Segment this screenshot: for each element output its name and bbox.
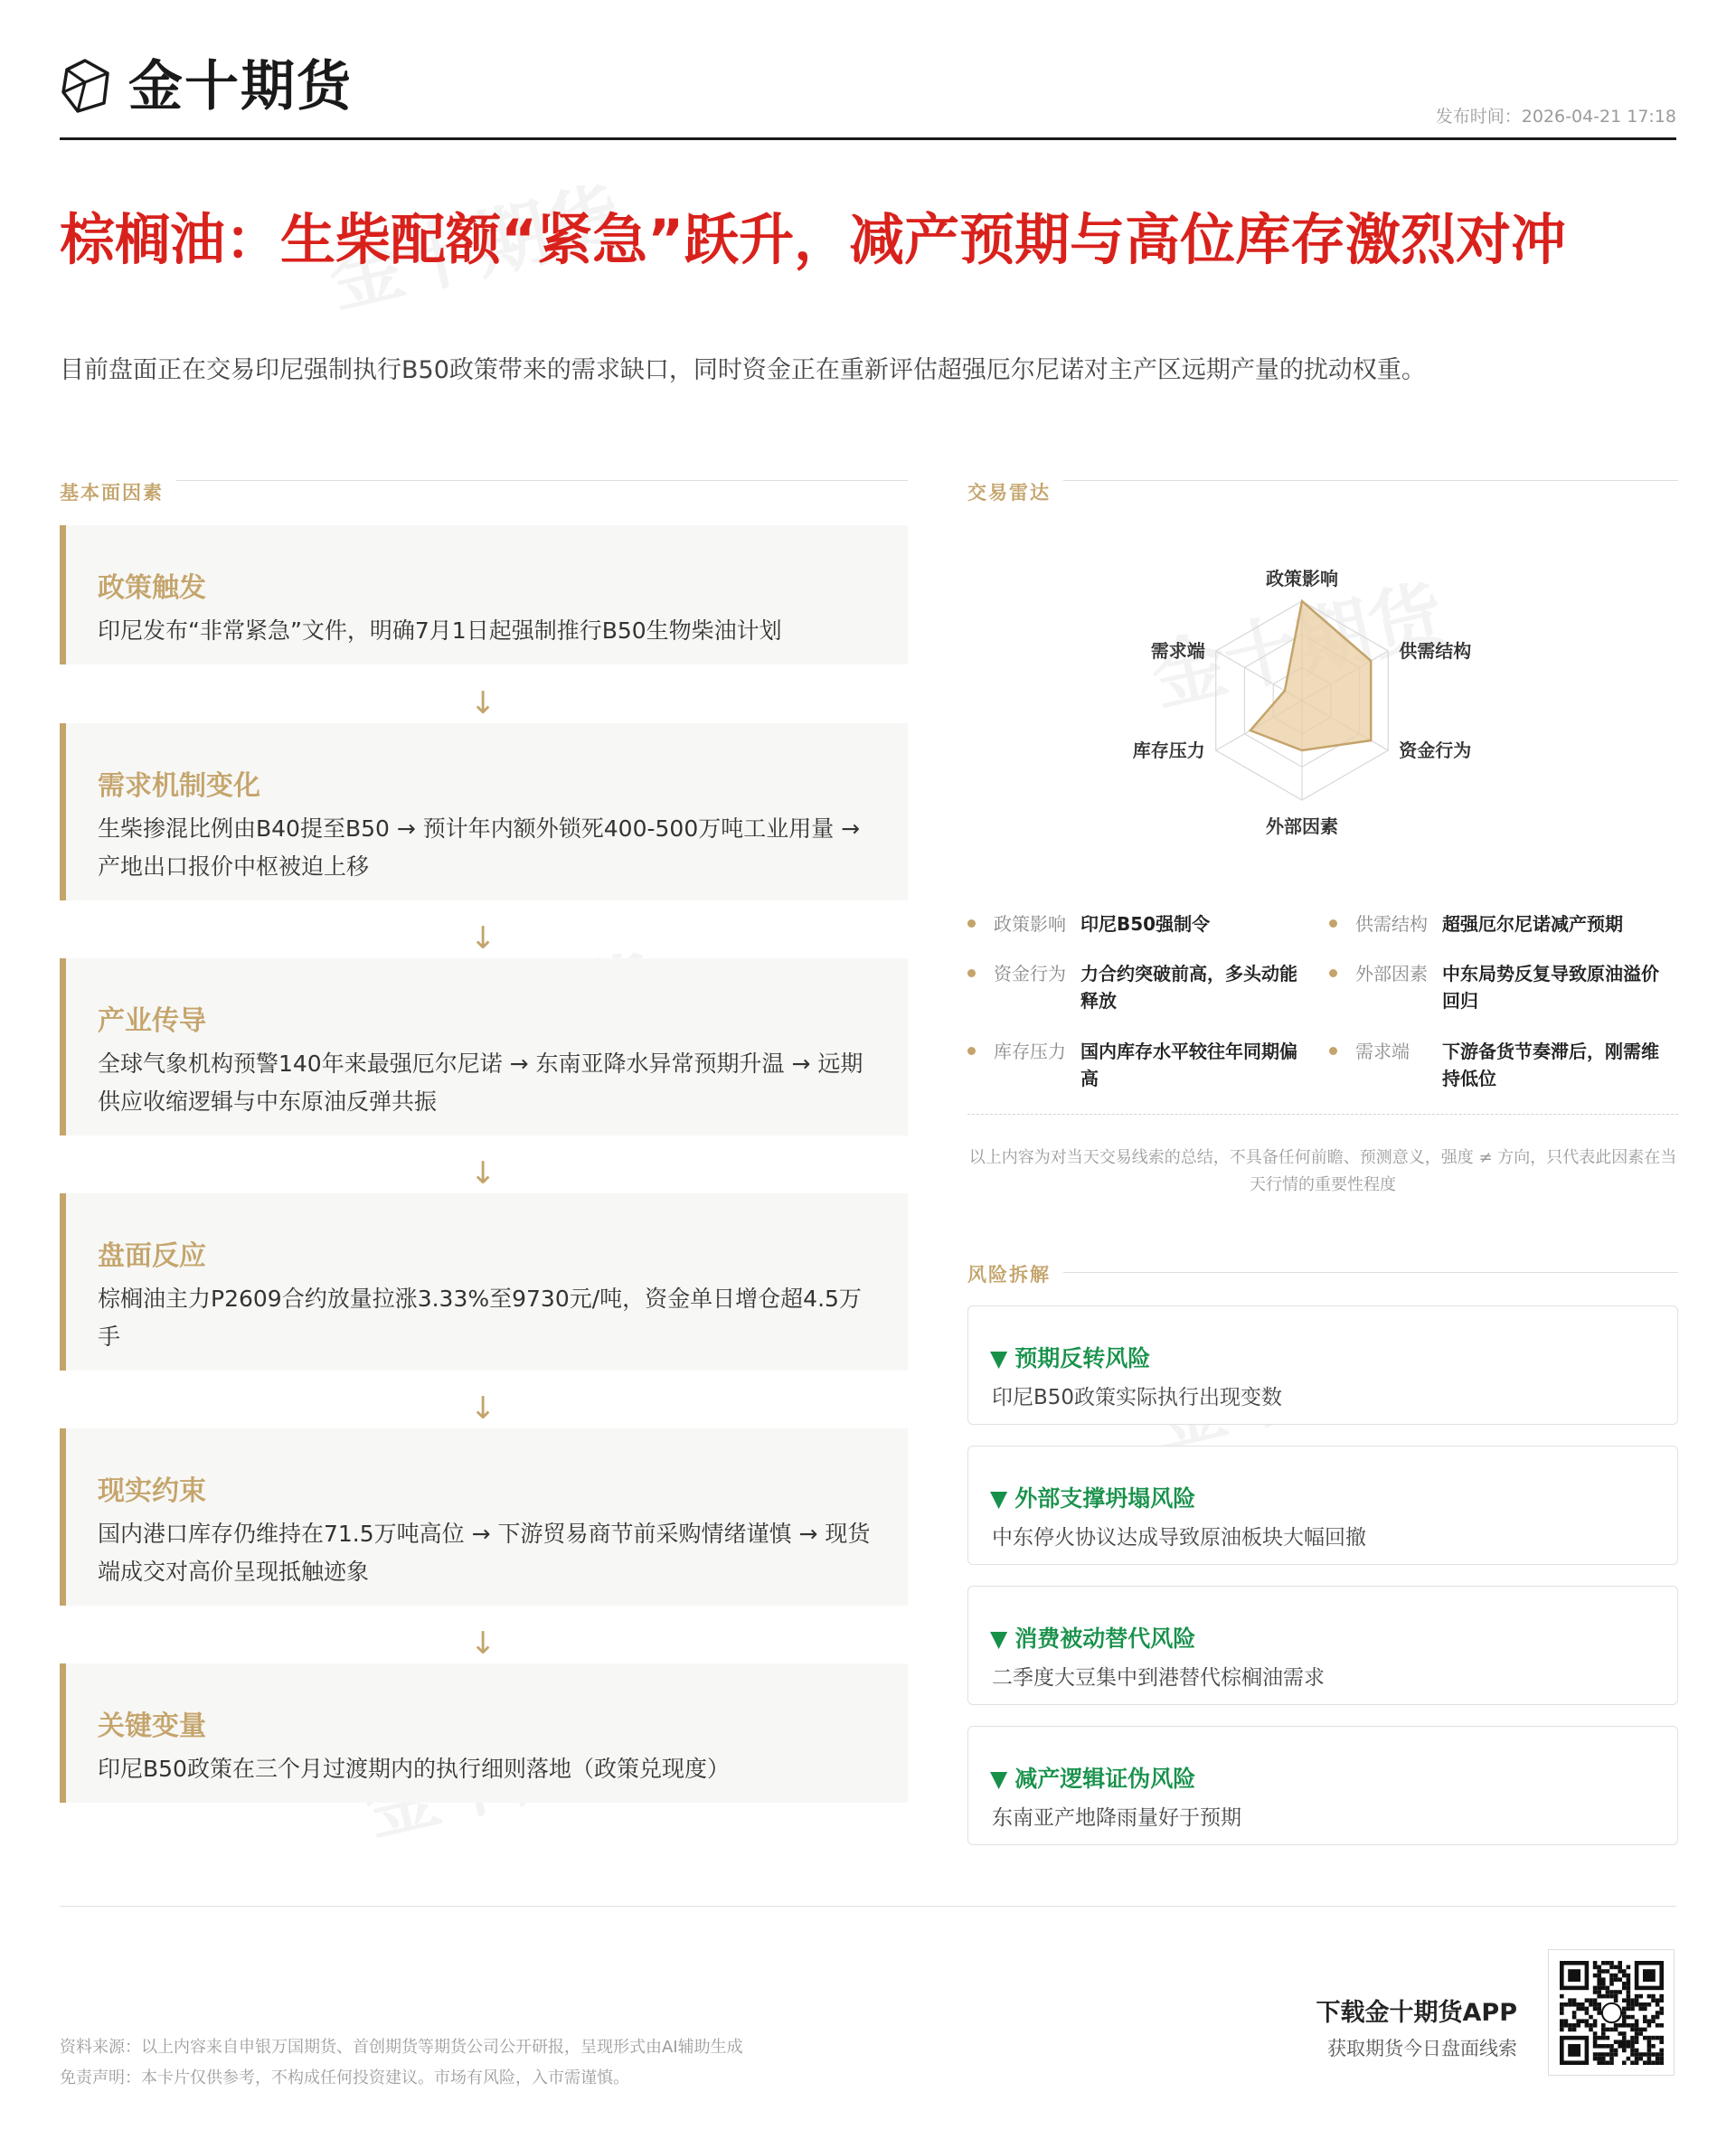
legend-key: 需求端 [1355, 1041, 1410, 1062]
qr-code-icon [1549, 1950, 1674, 2075]
qr-code[interactable] [1548, 1949, 1675, 2076]
radar-axis-label: 政策影响 [1266, 568, 1338, 589]
legend-value: 印尼B50强制令 [1080, 913, 1211, 935]
section-label-radar: 交易雷达 [967, 478, 1063, 505]
flow-arrow-icon: ↓ [470, 1625, 496, 1662]
legend-value: 力合约突破前高，多头动能释放 [1080, 963, 1297, 1012]
section-label-risks: 风险拆解 [967, 1260, 1063, 1287]
section-divider [60, 480, 908, 481]
radar-axis-label: 供需结构 [1399, 640, 1472, 662]
brand-name: 金十期货 [128, 55, 353, 118]
header-divider [60, 137, 1676, 140]
triangle-down-icon: ▼ [990, 1345, 1008, 1371]
flow-arrow-icon: ↓ [470, 920, 496, 956]
flow-arrow-icon: ↓ [470, 1155, 496, 1192]
risk-card [967, 1446, 1678, 1565]
triangle-down-icon: ▼ [990, 1625, 1008, 1652]
factor-body: 印尼发布“非常紧急”文件，明确7月1日起强制推行B50生物柴油计划 [98, 617, 782, 644]
risk-title: ▼ 减产逻辑证伪风险 [990, 1766, 1196, 1792]
factor-card-market [60, 1193, 908, 1371]
risk-card [967, 1726, 1678, 1845]
triangle-down-icon: ▼ [990, 1766, 1008, 1792]
factor-card-demand [60, 723, 908, 900]
risk-body: 中东停火协议达成导致原油板块大幅回撤 [992, 1526, 1366, 1550]
factor-body: 生柴掺混比例由B40提至B50 → 预计年内额外锁死400-500万吨工业用量 → 产地出口报价中枢被迫上移 [98, 815, 861, 880]
radar-axis-label: 外部因素 [1266, 815, 1338, 837]
legend-value: 下游备货节奏滞后，刚需维持低位 [1442, 1041, 1659, 1089]
legend-value: 中东局势反复导致原油溢价回归 [1442, 963, 1659, 1012]
radar-chart [1058, 533, 1546, 868]
flow-arrow-icon: ↓ [470, 1390, 496, 1427]
radar-divider [967, 1114, 1678, 1115]
legend-key: 库存压力 [994, 1041, 1066, 1062]
download-app-link[interactable]: 下载金十期货APP [1316, 1999, 1517, 2027]
download-app-subtitle: 获取期货今日盘面线索 [1327, 2038, 1517, 2059]
flow-arrow-icon: ↓ [470, 685, 496, 721]
legend-dot-icon [967, 919, 976, 928]
legend-dot-icon [1329, 969, 1337, 977]
risk-title: ▼ 预期反转风险 [990, 1345, 1151, 1371]
factor-title: 政策触发 [98, 572, 206, 604]
triangle-down-icon: ▼ [990, 1485, 1008, 1512]
legend-key: 外部因素 [1355, 963, 1428, 985]
radar-axis-label: 库存压力 [1132, 740, 1205, 761]
risk-body: 印尼B50政策实际执行出现变数 [992, 1386, 1283, 1409]
factor-card-constraint [60, 1428, 908, 1606]
section-divider [967, 1272, 1678, 1273]
radar-axis-label: 资金行为 [1399, 740, 1472, 761]
legend-dot-icon [967, 1047, 976, 1055]
radar-area [1250, 601, 1371, 750]
risk-title: ▼ 消费被动替代风险 [990, 1625, 1196, 1652]
legend-value: 国内库存水平较往年同期偏高 [1080, 1041, 1297, 1089]
publish-time: 发布时间：2026-04-21 17:18 [1435, 107, 1676, 127]
legend-key: 供需结构 [1355, 913, 1428, 935]
factor-title: 关键变量 [98, 1710, 206, 1742]
radar-axis-label: 需求端 [1150, 640, 1205, 662]
risk-body: 二季度大豆集中到港替代棕榈油需求 [992, 1666, 1325, 1690]
factor-card-industry [60, 958, 908, 1135]
risk-title: ▼ 外部支撑坍塌风险 [990, 1485, 1196, 1512]
radar-note: 以上内容为对当天交易线索的总结，不具备任何前瞻、预测意义，强度 ≠ 方向，只代表此因素在当天行情的重要性程度 [968, 1148, 1677, 1194]
factor-card-key-variable [60, 1663, 908, 1803]
section-divider [967, 480, 1678, 481]
factor-body: 棕榈油主力P2609合约放量拉涨3.33%至9730元/吨，资金单日增仓超4.5万手 [98, 1286, 862, 1350]
brand-logo-icon [60, 58, 110, 114]
factor-title: 产业传导 [98, 1005, 206, 1037]
footer-disclaimer: 免责声明：本卡片仅供参考，不构成任何投资建议。市场有风险，入市需谨慎。 [60, 2068, 629, 2087]
legend-dot-icon [1329, 1047, 1337, 1055]
factor-body: 国内港口库存仍维持在71.5万吨高位 → 下游贸易商节前采购情绪谨慎 → 现货端成交对高价呈现抵触迹象 [98, 1521, 871, 1585]
factor-body: 印尼B50政策在三个月过渡期内的执行细则落地（政策兑现度） [98, 1756, 730, 1782]
risk-body: 东南亚产地降雨量好于预期 [992, 1806, 1241, 1830]
legend-key: 资金行为 [994, 963, 1066, 985]
page-title: 棕榈油：生柴配额“紧急”跃升，减产预期与高位库存激烈对冲 [60, 208, 1567, 272]
footer-source: 资料来源：以上内容来自申银万国期货、首创期货等期货公司公开研报，呈现形式由AI辅助生成 [60, 2038, 743, 2057]
factor-title: 盘面反应 [98, 1240, 206, 1272]
page-subtitle: 目前盘面正在交易印尼强制执行B50政策带来的需求缺口，同时资金正在重新评估超强厄尔尼诺对主产区远期产量的扰动权重。 [60, 356, 1426, 384]
legend-value: 超强厄尔尼诺减产预期 [1442, 913, 1623, 935]
factor-title: 现实约束 [98, 1475, 206, 1507]
legend-dot-icon [1329, 919, 1337, 928]
legend-dot-icon [967, 969, 976, 977]
factor-card-policy [60, 525, 908, 664]
factor-title: 需求机制变化 [98, 770, 260, 802]
footer-divider [60, 1906, 1676, 1907]
risk-card [967, 1586, 1678, 1705]
legend-key: 政策影响 [994, 913, 1066, 935]
risk-card [967, 1305, 1678, 1425]
factor-body: 全球气象机构预警140年来最强厄尔尼诺 → 东南亚降水异常预期升温 → 远期供应收缩逻辑与中东原油反弹共振 [98, 1051, 863, 1115]
section-label-fundamentals: 基本面因素 [60, 478, 176, 505]
